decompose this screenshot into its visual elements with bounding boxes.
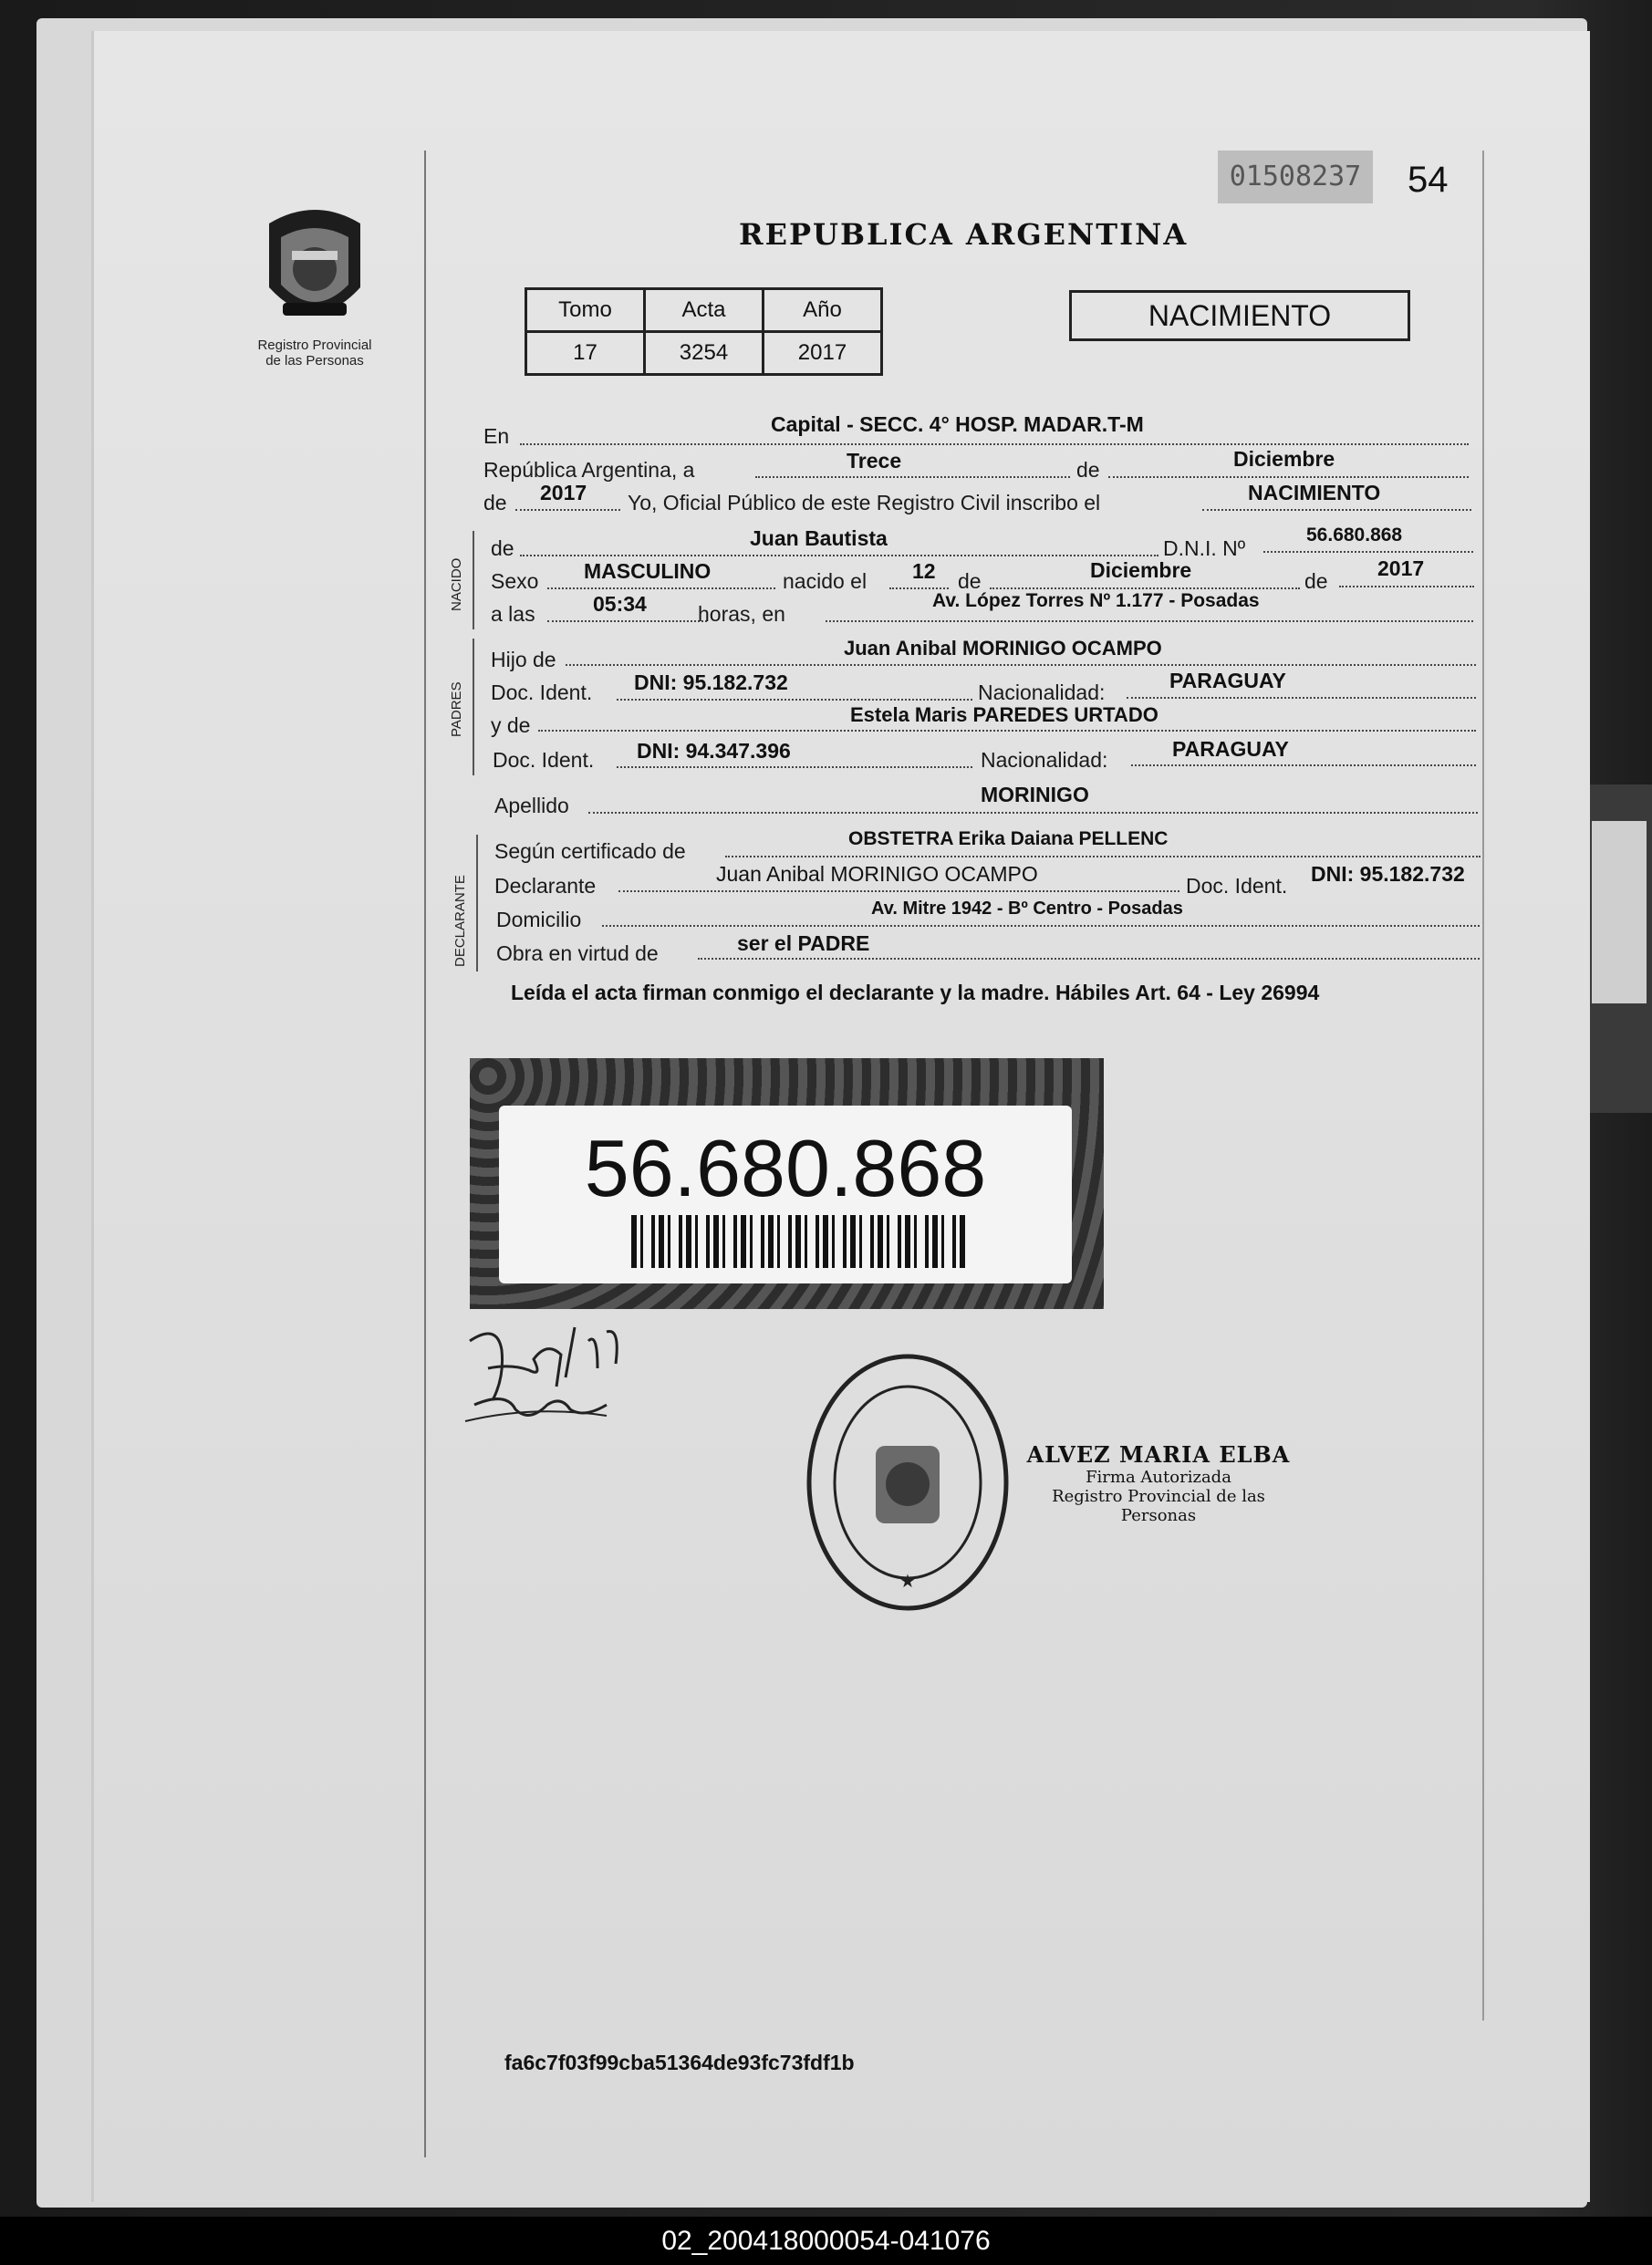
footer-file-code: 02_200418000054-041076 [0, 2217, 1652, 2265]
declarante-doc-label: Doc. Ident. [1186, 874, 1288, 898]
declarante-label: Declarante [494, 874, 597, 898]
lugar-nac-line [826, 620, 1473, 622]
dni-sticker [470, 1058, 1104, 1309]
padre-doc: DNI: 95.182.732 [634, 670, 788, 694]
inscribo-label: Yo, Oficial Público de este Registro Civil inscribo el [628, 491, 1101, 514]
padre-doc-label: Doc. Ident. [491, 681, 593, 704]
declarante-nombre: Juan Anibal MORINIGO OCAMPO [716, 862, 1038, 886]
nacido-mes: Diciembre [1090, 558, 1192, 582]
en-value: Capital - SECC. 4° HOSP. MADAR.T-M [771, 412, 1144, 436]
horas-en-label: horas, en [698, 602, 785, 626]
nacido-dni: 56.680.868 [1306, 525, 1403, 545]
declarante-section-label: DECLARANTE [452, 875, 468, 967]
mes-line [1108, 476, 1469, 478]
hijo-de-label: Hijo de [491, 648, 556, 671]
value-tomo: 17 [526, 332, 645, 375]
en-label: En [483, 424, 510, 448]
authority-registry: Registro Provincial de las Personas [1052, 1487, 1265, 1525]
emblem-caption: Registro Provincial de las Personas [257, 338, 372, 369]
madre-doc: DNI: 94.347.396 [637, 739, 791, 763]
nacido-dia: 12 [912, 559, 936, 583]
mes-value: Diciembre [1233, 447, 1335, 471]
authorized-signature-stamp [1017, 1441, 1300, 1525]
apellido-value: MORINIGO [981, 783, 1089, 806]
madre-nac-label: Nacionalidad: [981, 748, 1108, 772]
province-emblem-icon [255, 201, 374, 338]
header-anio: Año [764, 289, 882, 332]
nombre-line [520, 555, 1158, 556]
madre-nac-line [1131, 764, 1476, 766]
record-type-box: NACIMIENTO [1069, 290, 1410, 341]
nacido-mes-line [990, 587, 1300, 589]
madre-doc-line [617, 766, 972, 768]
left-margin-line [424, 151, 426, 2157]
inscribo-line [1202, 509, 1471, 511]
nacido-anio: 2017 [1377, 556, 1425, 580]
barcode-icon [631, 1215, 969, 1268]
padre-nacionalidad: PARAGUAY [1169, 669, 1286, 692]
sexo-label: Sexo [491, 569, 539, 593]
obra-line [698, 958, 1480, 960]
dia-line [755, 476, 1070, 478]
svg-text:★: ★ [899, 1570, 916, 1592]
declarante-section-border [476, 835, 478, 971]
closing-statement: Leída el acta firman conmigo el declarante y la madre. Hábiles Art. 64 - Ley 26994 [511, 981, 1320, 1004]
side-tab-label [1592, 821, 1647, 1003]
domicilio-line [602, 925, 1480, 927]
y-de-label: y de [491, 713, 531, 737]
document-hash: fa6c7f03f99cba51364de93fc73fdf1b [504, 2051, 855, 2074]
authority-role: Firma Autorizada [1086, 1468, 1231, 1487]
dni-sticker-label [499, 1106, 1072, 1283]
en-line [520, 443, 1469, 445]
anio-line [515, 509, 620, 511]
nacido-dia-line [889, 587, 949, 589]
de-label-2: de [483, 491, 507, 514]
dia-value: Trece [847, 449, 902, 473]
madre-nacionalidad: PARAGUAY [1172, 737, 1289, 761]
apellido-label: Apellido [494, 794, 569, 817]
nacido-anio-line [1339, 586, 1474, 587]
nacido-nombre: Juan Bautista [750, 526, 888, 550]
certificado-value: OBSTETRA Erika Daiana PELLENC [848, 828, 1169, 849]
sexo-line [547, 587, 775, 589]
lugar-nacimiento: Av. López Torres Nº 1.177 - Posadas [932, 590, 1260, 611]
de-label-1: de [1076, 458, 1100, 482]
padre-nac-label: Nacionalidad: [978, 681, 1106, 704]
madre-line [538, 730, 1476, 732]
padre-nac-line [1127, 697, 1476, 699]
document-title: REPUBLICA ARGENTINA [739, 217, 1189, 252]
republica-label: República Argentina, a [483, 458, 695, 482]
nacido-de-label-3: de [1304, 569, 1328, 593]
header-tomo: Tomo [526, 289, 645, 332]
madre-nombre: Estela Maris PAREDES URTADO [850, 703, 1158, 726]
certificado-label: Según certificado de [494, 839, 686, 863]
nacido-section-border [473, 531, 474, 629]
padre-doc-line [617, 699, 972, 701]
padres-section-border [473, 639, 474, 775]
serial-number: 01508237 [1218, 151, 1373, 203]
certificado-line [725, 856, 1481, 857]
registry-seal-icon [803, 1345, 1013, 1619]
value-acta: 3254 [645, 332, 764, 375]
padre-nombre: Juan Anibal MORINIGO OCAMPO [844, 637, 1162, 660]
table-value-row [526, 332, 882, 375]
madre-doc-label: Doc. Ident. [493, 748, 595, 772]
inscribo-value: NACIMIENTO [1248, 481, 1381, 504]
padres-section-label: PADRES [449, 681, 464, 737]
page-number: 54 [1408, 160, 1449, 200]
a-las-label: a las [491, 602, 535, 626]
tomo-acta-anio-table [525, 287, 883, 376]
declarant-signature [461, 1314, 670, 1441]
sticker-dni-number: 56.680.868 [584, 1123, 987, 1213]
nacido-el-label: nacido el [783, 569, 868, 593]
obra-value: ser el PADRE [737, 931, 870, 955]
obra-label: Obra en virtud de [496, 941, 659, 965]
table-header-row [526, 289, 882, 332]
padre-line [566, 664, 1476, 666]
right-margin-line [1482, 151, 1484, 2021]
header-acta: Acta [645, 289, 764, 332]
nacido-de-label: de [491, 536, 514, 560]
declarante-doc: DNI: 95.182.732 [1311, 862, 1465, 886]
dni-label: D.N.I. Nº [1163, 536, 1246, 560]
apellido-line [588, 812, 1478, 814]
domicilio-value: Av. Mitre 1942 - Bº Centro - Posadas [871, 899, 1183, 919]
authority-name: ALVEZ MARIA ELBA [1026, 1441, 1291, 1468]
value-anio: 2017 [764, 332, 882, 375]
hora-line [547, 620, 707, 622]
nacido-de-label-2: de [958, 569, 982, 593]
dni-line [1263, 551, 1473, 553]
sexo-value: MASCULINO [584, 559, 712, 583]
hora-value: 05:34 [593, 592, 647, 616]
domicilio-label: Domicilio [496, 908, 582, 931]
anio-value: 2017 [540, 481, 587, 504]
nacido-section-label: NACIDO [449, 557, 464, 611]
declarante-line [618, 890, 1179, 892]
